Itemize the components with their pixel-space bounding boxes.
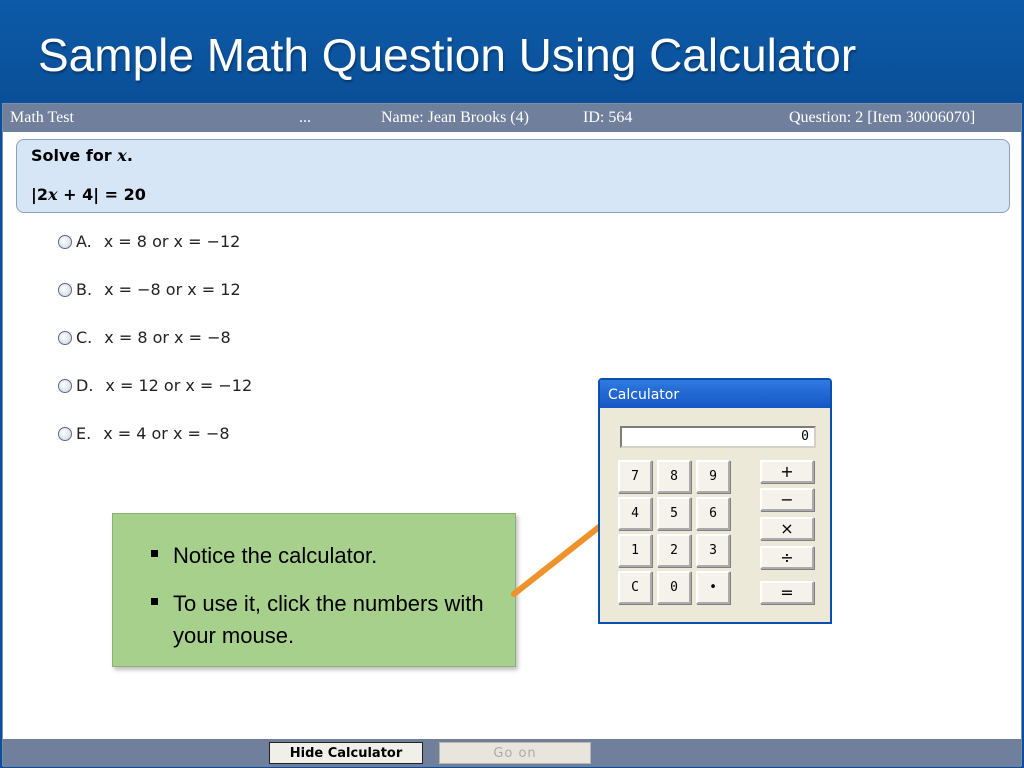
choice-c[interactable] xyxy=(58,328,252,376)
slide-title: Sample Math Question Using Calculator xyxy=(0,0,1024,100)
hide-calculator-button[interactable]: Hide Calculator xyxy=(269,742,423,764)
choice-text: x = 8 or x = −8 xyxy=(104,328,231,347)
choice-letter: C. xyxy=(76,328,93,347)
question-number: Question: 2 [Item 30006070] xyxy=(789,109,976,126)
radio-button[interactable] xyxy=(58,427,72,441)
choice-e[interactable] xyxy=(58,424,252,472)
key-7[interactable]: 7 xyxy=(618,460,652,493)
choice-letter: A. xyxy=(76,232,92,251)
key-clear[interactable]: C xyxy=(618,571,652,604)
key-add[interactable]: + xyxy=(760,460,814,483)
choice-letter: B. xyxy=(76,280,93,299)
key-9[interactable]: 9 xyxy=(696,460,730,493)
choice-b[interactable] xyxy=(58,280,252,328)
radio-button[interactable] xyxy=(58,379,72,393)
key-0[interactable]: 0 xyxy=(657,571,691,604)
key-6[interactable]: 6 xyxy=(696,497,730,530)
key-divide[interactable]: ÷ xyxy=(760,546,814,569)
callout-note xyxy=(112,513,516,667)
key-equals[interactable]: = xyxy=(760,581,814,604)
key-5[interactable]: 5 xyxy=(657,497,691,530)
key-multiply[interactable]: × xyxy=(760,517,814,540)
choice-letter: E. xyxy=(76,424,92,443)
radio-button[interactable] xyxy=(58,331,72,345)
key-2[interactable]: 2 xyxy=(657,534,691,567)
go-on-button[interactable]: Go on xyxy=(439,742,591,764)
question-stem xyxy=(16,139,1010,213)
header-ellipsis: ... xyxy=(299,109,311,126)
student-name: Name: Jean Brooks (4) xyxy=(381,109,529,126)
calculator-title-bar[interactable]: Calculator xyxy=(600,380,830,408)
key-1[interactable]: 1 xyxy=(618,534,652,567)
test-footer-bar xyxy=(3,739,1021,767)
calculator-window[interactable] xyxy=(598,378,832,624)
key-3[interactable]: 3 xyxy=(696,534,730,567)
answer-choices xyxy=(58,232,252,472)
question-equation: |2x + 4| = 20 xyxy=(31,185,146,204)
callout-item: To use it, click the numbers with your mouse. xyxy=(151,588,495,652)
test-name: Math Test xyxy=(10,109,74,126)
key-8[interactable]: 8 xyxy=(657,460,691,493)
choice-text: x = 4 or x = −8 xyxy=(103,424,230,443)
choice-a[interactable] xyxy=(58,232,252,280)
choice-text: x = −8 or x = 12 xyxy=(104,280,241,299)
calculator-display: 0 xyxy=(620,426,816,448)
key-subtract[interactable]: − xyxy=(760,488,814,511)
key-decimal[interactable]: • xyxy=(696,571,730,604)
choice-text: x = 8 or x = −12 xyxy=(103,232,241,251)
choice-text: x = 12 or x = −12 xyxy=(105,376,253,395)
radio-button[interactable] xyxy=(58,235,72,249)
choice-letter: D. xyxy=(76,376,94,395)
callout-item: Notice the calculator. xyxy=(151,540,495,572)
key-4[interactable]: 4 xyxy=(618,497,652,530)
question-prompt: Solve for x. xyxy=(31,146,133,165)
test-screen xyxy=(2,103,1022,766)
test-header-bar xyxy=(3,104,1021,132)
student-id: ID: 564 xyxy=(583,109,633,126)
radio-button[interactable] xyxy=(58,283,72,297)
choice-d[interactable] xyxy=(58,376,252,424)
